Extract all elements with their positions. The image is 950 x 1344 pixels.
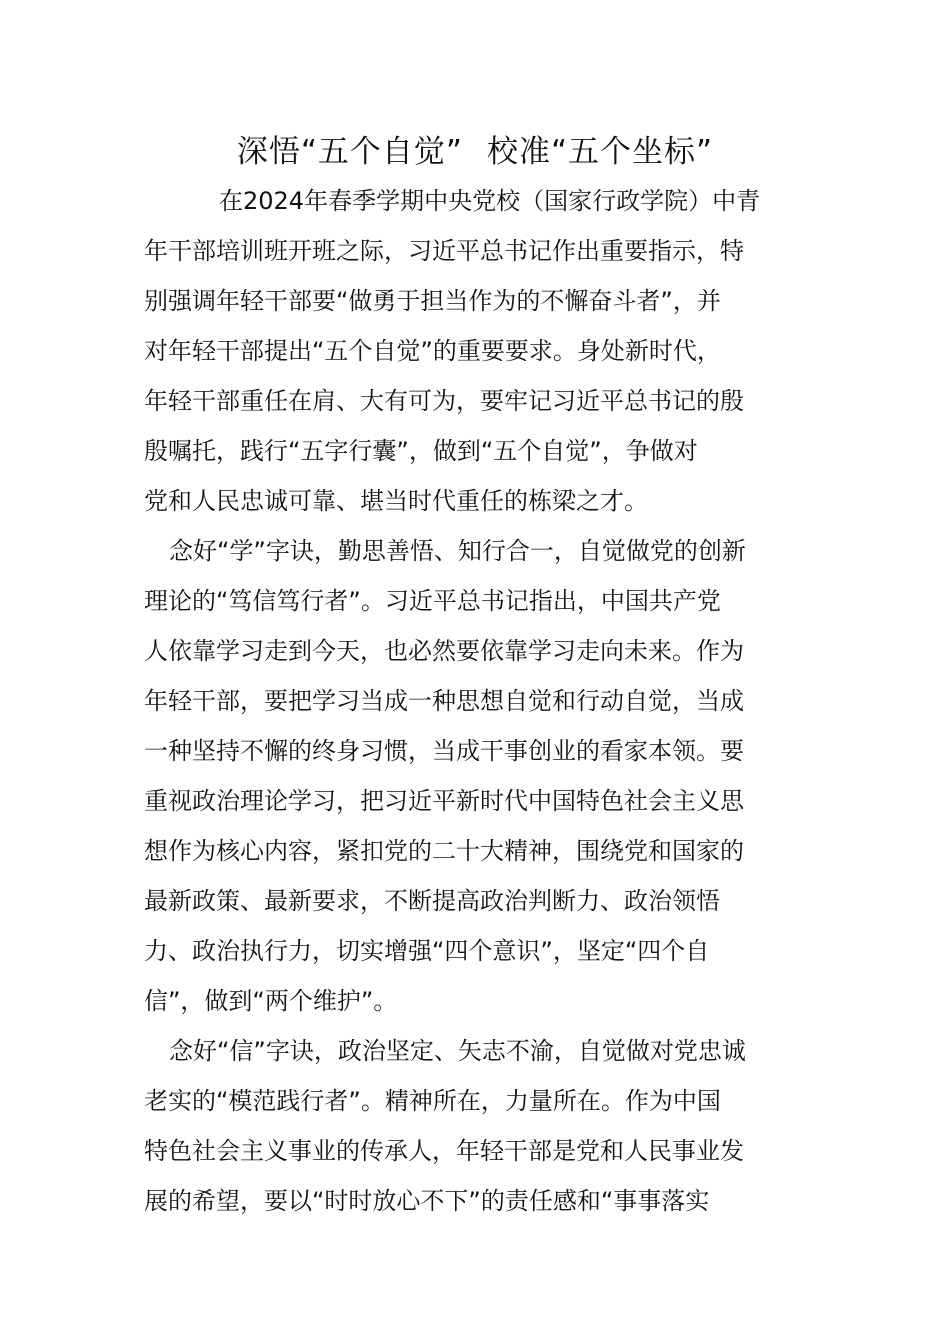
- text-line: 重视政治理论学习，把习近平新时代中国特色社会主义思: [144, 787, 744, 815]
- document-title: [0, 128, 950, 176]
- paragraph-2: [144, 526, 810, 1026]
- text-line: 一种坚持不懈的终身习惯，当成干事创业的看家本领。要: [144, 737, 744, 765]
- title-part-1: 深悟“五个自觉”: [236, 134, 463, 170]
- text-line: 力、政治执行力，切实增强“四个意识”，坚定“四个自: [144, 937, 710, 965]
- title-part-2: 校准“五个坐标”: [487, 134, 714, 170]
- text-line: 别强调年轻干部要“做勇于担当作为的不懈奋斗者”，并: [144, 287, 721, 315]
- text-line: 念好“学”字诀，勤思善悟、知行合一，自觉做党的创新: [169, 537, 746, 565]
- text-line: 党和人民忠诚可靠、堪当时代重任的栋梁之才。: [144, 487, 648, 515]
- text-line: 展的希望，要以“时时放心不下”的责任感和“事事落实: [144, 1187, 710, 1215]
- text-line: 信”，做到“两个维护”。: [144, 987, 398, 1015]
- text-line: 殷嘱托，践行“五字行囊”，做到“五个自觉”，争做对: [144, 437, 698, 465]
- text-line: 年轻干部，要把学习当成一种思想自觉和行动自觉，当成: [144, 687, 744, 715]
- paragraph-3: [144, 1026, 810, 1226]
- text-line: 特色社会主义事业的传承人，年轻干部是党和人民事业发: [144, 1137, 744, 1165]
- text-line: 年轻干部重任在肩、大有可为，要牢记习近平总书记的殷: [144, 387, 744, 415]
- text-line: 年干部培训班开班之际，习近平总书记作出重要指示，特: [144, 237, 744, 265]
- text-line: 想作为核心内容，紧扣党的二十大精神，围绕党和国家的: [144, 837, 744, 865]
- text-line: 人依靠学习走到今天，也必然要依靠学习走向未来。作为: [144, 637, 744, 665]
- text-line: 在2024年春季学期中央党校（国家行政学院）中青: [219, 187, 761, 215]
- text-line: 老实的“模范践行者”。精神所在，力量所在。作为中国: [144, 1087, 721, 1115]
- text-line: 理论的“笃信笃行者”。习近平总书记指出，中国共产党: [144, 587, 721, 615]
- text-line: 对年轻干部提出“五个自觉”的重要要求。身处新时代，: [144, 337, 721, 365]
- document-body: [144, 176, 810, 1226]
- paragraph-1: [144, 176, 810, 526]
- text-line: 念好“信”字诀，政治坚定、矢志不渝，自觉做对党忠诚: [169, 1037, 746, 1065]
- text-line: 最新政策、最新要求，不断提高政治判断力、政治领悟: [144, 887, 720, 915]
